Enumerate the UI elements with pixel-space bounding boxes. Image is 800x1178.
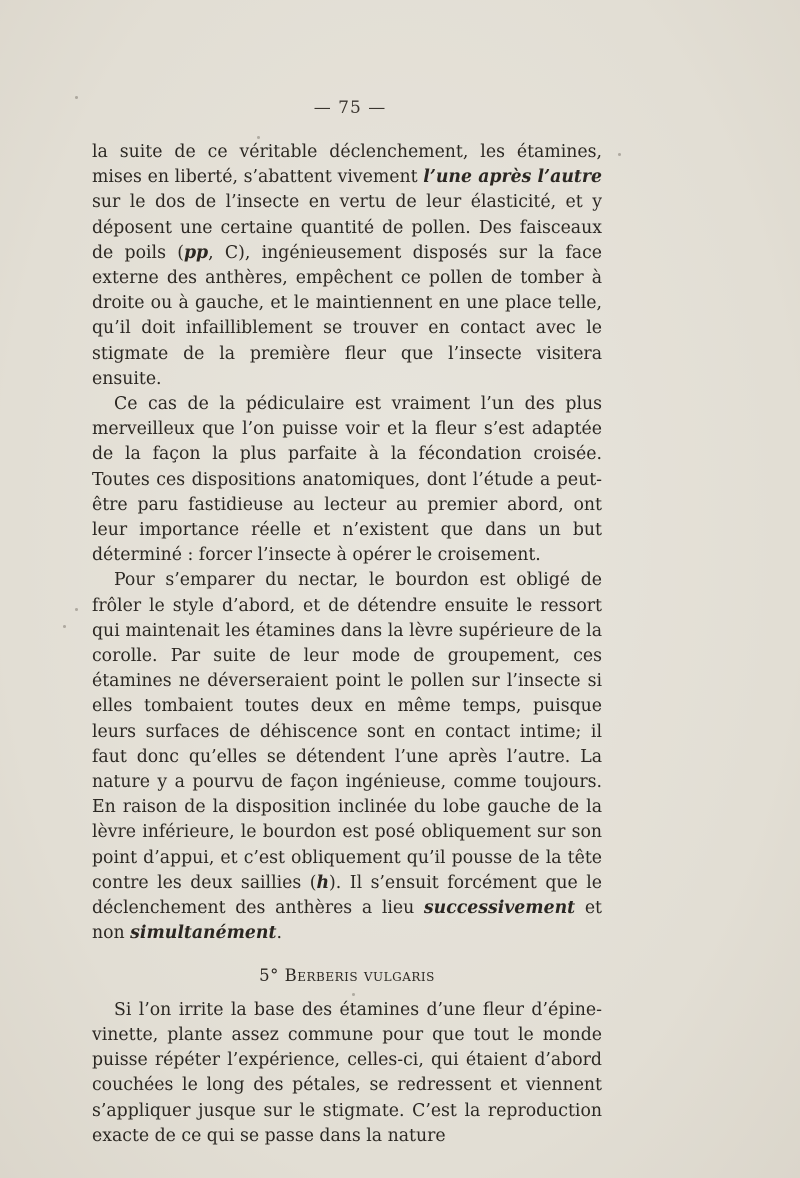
section-title: Berberis vulgaris	[284, 965, 435, 985]
paragraph-2	[92, 392, 602, 568]
text-run: sur le dos de l’insecte en vertu de leur élasticité, et y déposent une certaine quantité de pollen. Des faisceaux de poils (	[92, 192, 602, 263]
paper-speck	[75, 96, 78, 99]
text-run: Pour s’emparer du nectar, le bourdon est obligé de frôler le style d’abord, et de détendre ensuite le ressort qui maintenait les étamines dans la lèvre supérieure de la corolle. Par suite de leur mode de groupement, ces étamines ne déverseraient point le pollen sur l’insecte si elles tombaient toutes deux en même temps, puisque leurs surfaces de déhiscence sont en contact intime; il faut donc qu’elles se détendent l’une après l’autre. La nature y a pourvu de façon ingénieuse, comme toujours. En raison de la disposition inclinée du lobe gauche de la lèvre inférieure, le bourdon est posé obliquement sur son point d’appui, et c’est obliquement qu’il pousse de la tête contre les deux saillies (	[92, 570, 602, 893]
paper-speck	[618, 153, 621, 156]
italic-text: h	[316, 872, 330, 893]
paper-speck	[75, 608, 78, 611]
paragraph-3	[92, 568, 602, 946]
italic-text: simultanément	[130, 923, 277, 944]
body-text	[92, 140, 602, 1149]
text-run: , C), ingénieusement disposés sur la face externe des anthères, empêchent ce pollen de tomber à droite ou à gauche, et le maintiennent en une place telle, qu’il doit infailliblement se trouver en contact avec le stigmate de la première fleur que l’insecte visitera ensuite.	[92, 242, 602, 389]
paragraph-1	[92, 140, 602, 392]
italic-text: l’une après l’autre	[423, 167, 602, 188]
italic-text: pp	[183, 242, 209, 263]
text-run: la suite de ce véritable déclenchement, les étamines, mises en liberté, s’abattent vivement	[92, 142, 602, 188]
page-number: — 75 —	[313, 98, 387, 118]
text-run: .	[276, 923, 282, 944]
paper-speck	[257, 136, 260, 139]
text-run: ). Il s’ensuit forcément que le déclenchement des anthères a lieu	[92, 872, 602, 919]
section-heading	[92, 963, 602, 988]
paper-speck	[352, 993, 355, 996]
text-run: Si l’on irrite la base des étamines d’une fleur d’épine-vinette, plante assez commune pour que tout le monde puisse répéter l’expérience, celles-ci, qui étaient d’abord couchées le long des pétales, se redressent et viennent s’appliquer jusque sur le stigmate. C’est la reproduction exacte de ce qui se passe dans la nature	[92, 999, 602, 1146]
section-number: 5°	[259, 965, 279, 985]
paper-speck	[63, 625, 66, 628]
paragraph-4	[92, 998, 602, 1149]
text-run: et non	[92, 898, 602, 944]
text-run: Ce cas de la pédiculaire est vraiment l’un des plus merveilleux que l’on puisse voir et la fleur s’est adaptée de la façon la plus parfaite à la fécondation croisée. Toutes ces dispositions anatomiques, dont l’étude a peut-être paru fastidieuse au lecteur au premier abord, ont leur importance réelle et n’existent que dans un but déterminé : forcer l’insecte à opérer le croisement.	[92, 394, 602, 566]
italic-text: successivement	[423, 898, 576, 919]
